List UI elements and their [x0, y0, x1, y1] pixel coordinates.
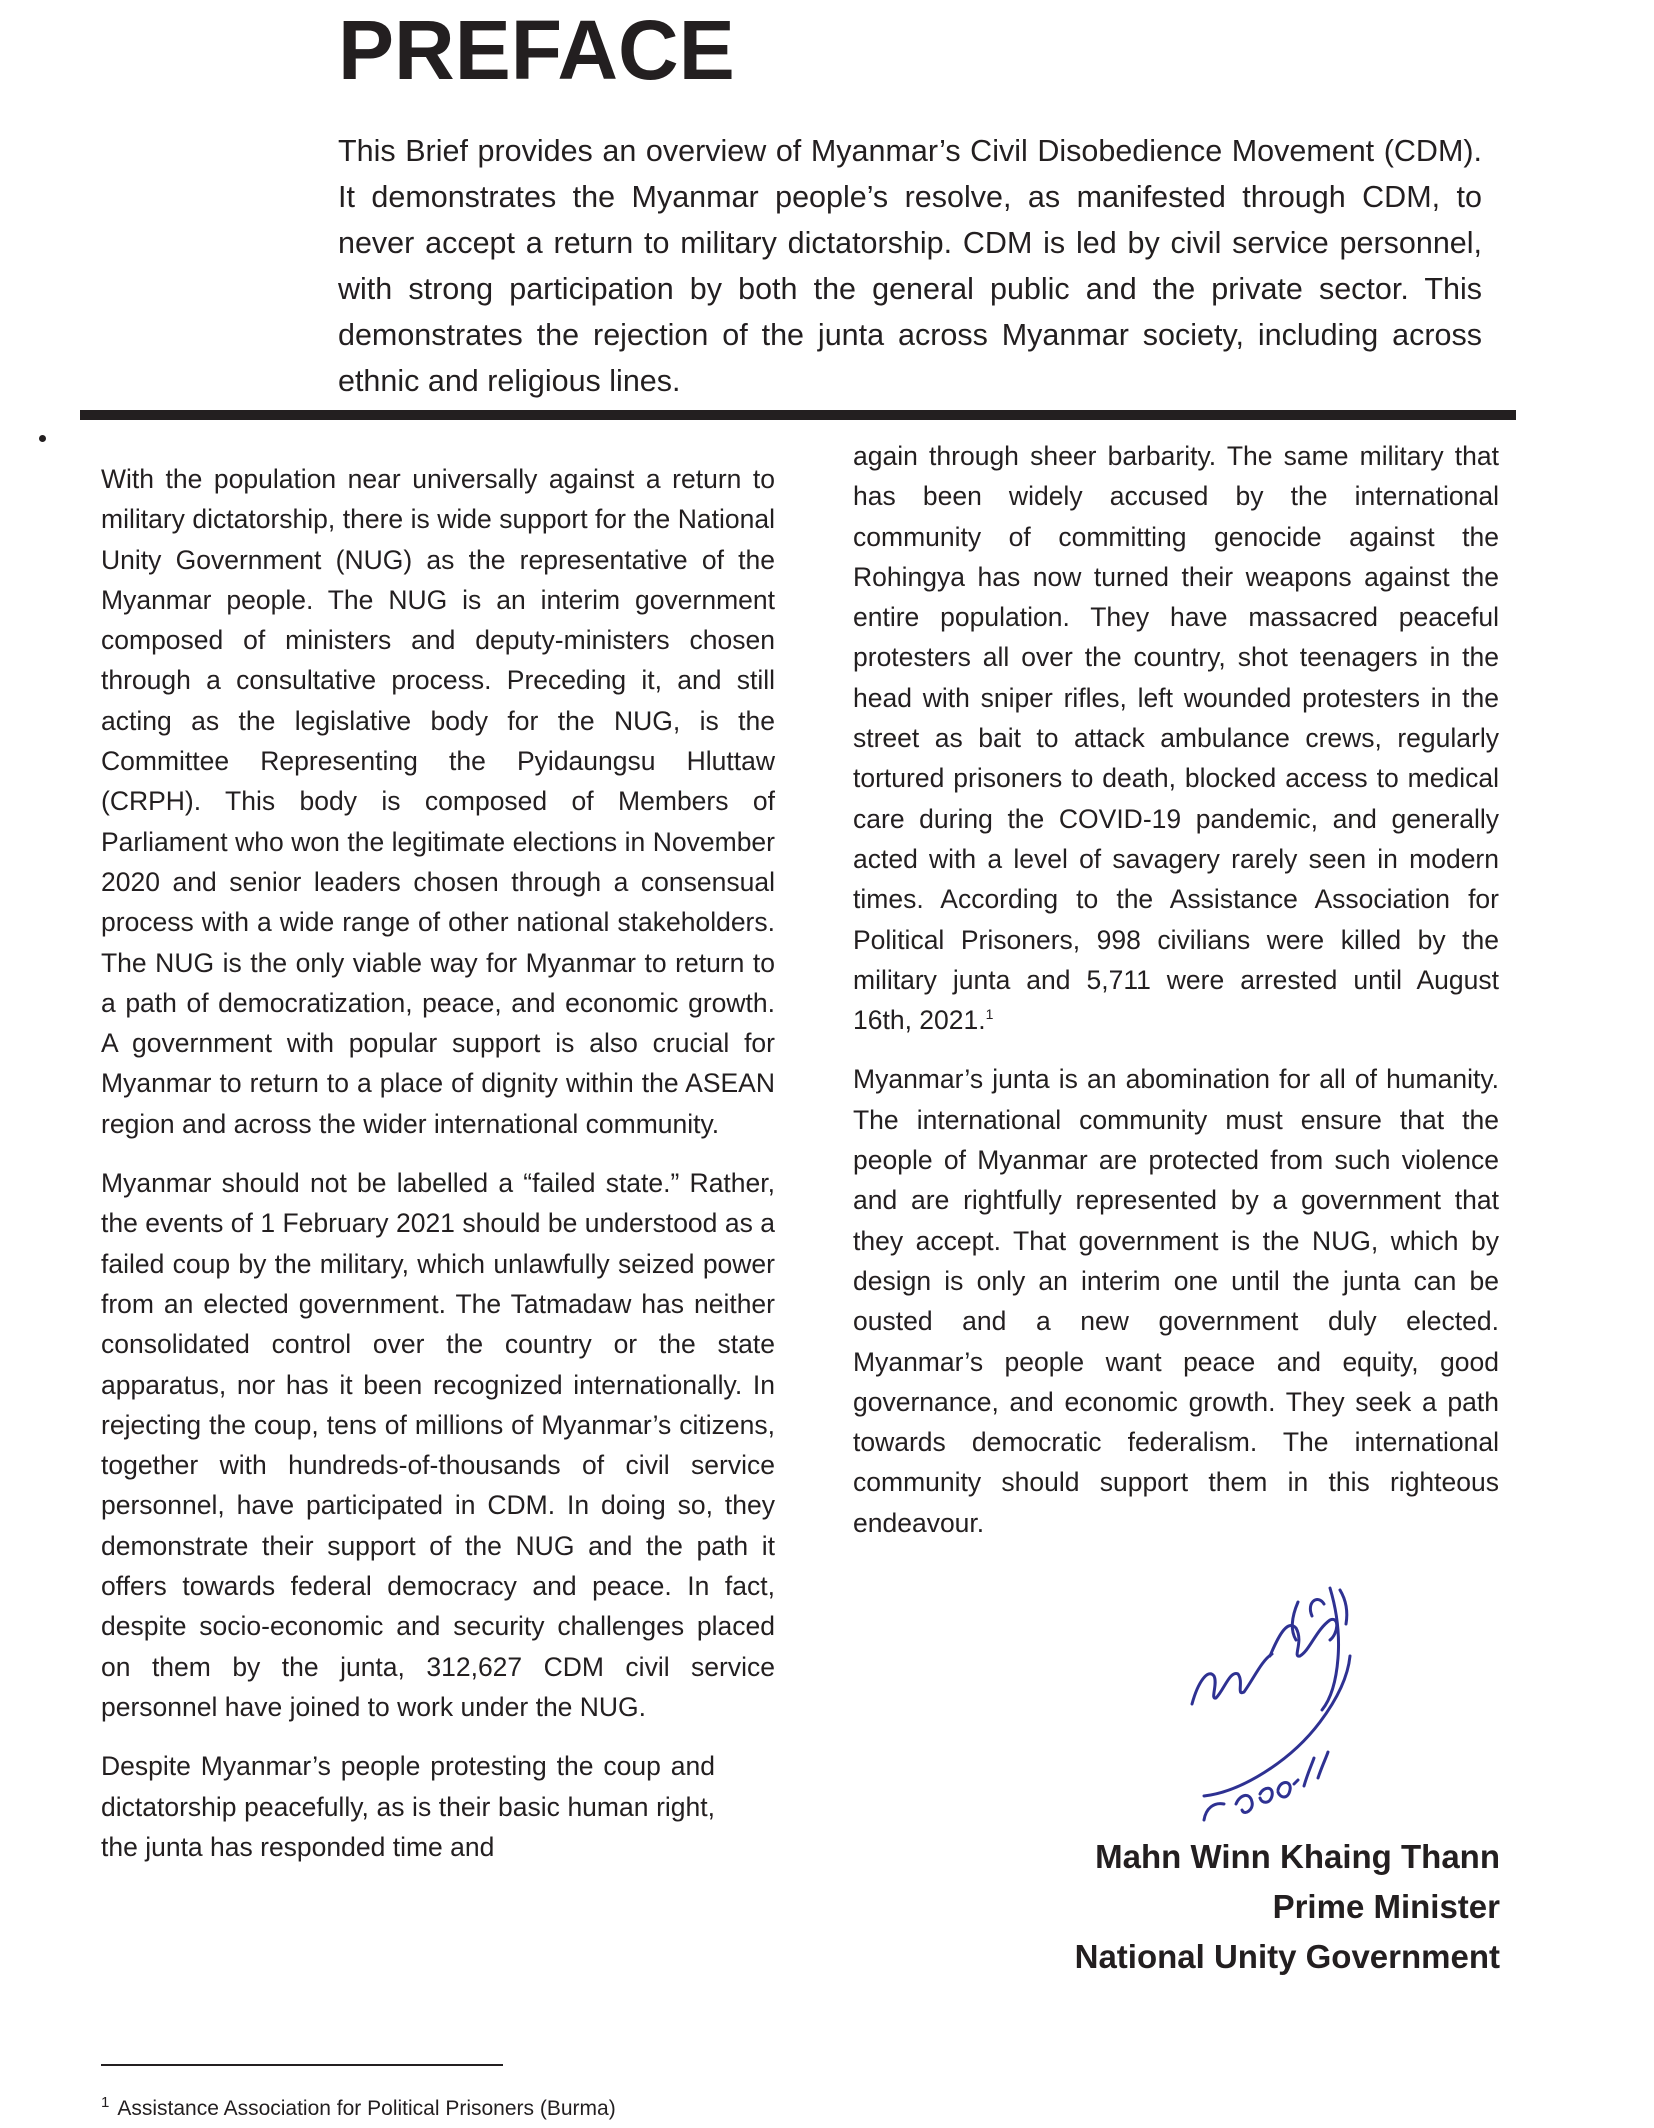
footnote-divider: [101, 2064, 503, 2066]
signatory-organization: National Unity Government: [1074, 1938, 1500, 1975]
stray-dot: [39, 435, 46, 442]
footnote-text: Assistance Association for Political Prisoners (Burma): [117, 2097, 616, 2120]
right-column: [853, 436, 1499, 1562]
page-title: PREFACE: [338, 3, 735, 97]
footnote-mark: 1: [101, 2094, 110, 2111]
paragraph-abomination: Myanmar’s junta is an abomination for all of humanity. The international community must ensure that the people of Myanmar are protected from such violence and are rightfully represented by a government that they accept. That government is the NUG, which by design is only an interim one until the junta can be ousted and a new government duly elected. Myanmar’s people want peace and equity, good governance, and economic growth. They seek a path towards democratic federalism. The international community should support them in this righteous endeavour.: [853, 1064, 1499, 1538]
left-column: [101, 459, 775, 1886]
signatory-name: Mahn Winn Khaing Thann: [1095, 1838, 1500, 1875]
footnote: [101, 2088, 616, 2124]
section-divider: [80, 410, 1516, 420]
signoff-block: [1000, 1832, 1500, 1982]
signatory-title: Prime Minister: [1272, 1888, 1500, 1925]
handwritten-signature: [1180, 1572, 1380, 1832]
paragraph-failed-state: Myanmar should not be labelled a “failed state.” Rather, the events of 1 February 2021 should be understood as a failed coup by the military, which unlawfully seized power from an elected government. The Tatmadaw has neither consolidated control over the country or the state apparatus, nor has it been recognized internationally. In rejecting the coup, tens of millions of Myanmar’s citizens, together with hundreds-of-thousands of civil service personnel, have participated in CDM. In doing so, they demonstrate their support of the NUG and the path it offers towards federal democracy and peace. In fact, despite socio-economic and security challenges placed on them by the junta, 312,627 CDM civil service personnel have joined to work under the NUG.: [101, 1168, 775, 1722]
footnote-reference: 1: [985, 1006, 994, 1023]
paragraph-peaceful-protest: Despite Myanmar’s people protesting the coup and dictatorship peacefully, as is their basic human right, the junta has responded time and: [101, 1751, 715, 1862]
paragraph-barbarity: [853, 436, 1499, 1040]
paragraph-nug-support: With the population near universally against a return to military dictatorship, there is wide support for the National Unity Government (NUG) as the representative of the Myanmar people. The NUG is an interim government composed of ministers and deputy-ministers chosen through a consultative process. Preceding it, and still acting as the legislative body for the NUG, is the Committee Representing the Pyidaungsu Hluttaw (CRPH). This body is composed of Members of Parliament who won the legitimate elections in November 2020 and senior leaders chosen through a consensual process with a wide range of other national stakeholders. The NUG is the only viable way for Myanmar to return to a path of democratization, peace, and economic growth. A government with popular support is also crucial for Myanmar to return to a place of dignity within the ASEAN region and across the wider international community.: [101, 464, 775, 1139]
intro-paragraph: This Brief provides an overview of Myanmar’s Civil Disobedience Movement (CDM). It demonstrates the Myanmar people’s resolve, as manifested through CDM, to never accept a return to military dictatorship. CDM is led by civil service personnel, with strong participation by both the general public and the private sector. This demonstrates the rejection of the junta across Myanmar society, including across ethnic and religious lines.: [338, 134, 1482, 398]
paragraph-barbarity-text: again through sheer barbarity. The same military that has been widely accused by the international community of committing genocide against the Rohingya has now turned their weapons against the entire population. They have massacred peaceful protesters all over the country, shot teenagers in the head with sniper rifles, left wounded protesters in the street as bait to attack ambulance crews, regularly tortured prisoners to death, blocked access to medical care during the COVID-19 pandemic, and generally acted with a level of savagery rarely seen in modern times. According to the Assistance Association for Political Prisoners, 998 civilians were killed by the military junta and 5,711 were arrested until August 16th, 2021.: [853, 441, 1499, 1036]
